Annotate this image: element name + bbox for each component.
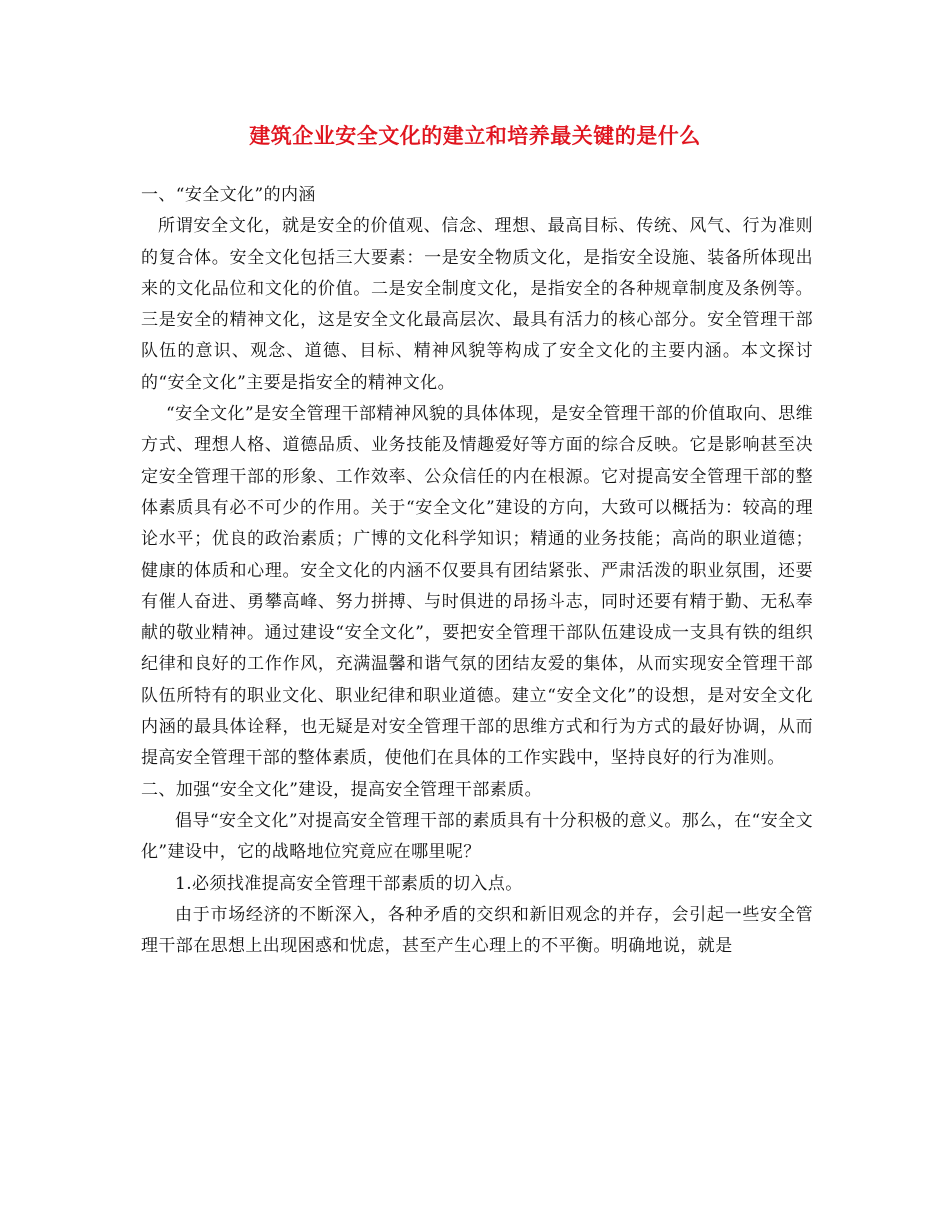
paragraph: 倡导“安全文化”对提高安全管理干部的素质具有十分积极的意义。那么，在“安全文化”建设中，它的战略地位究竟应在哪里呢？ <box>141 810 813 863</box>
paragraph: “安全文化”是安全管理干部精神风貌的具体体现，是安全管理干部的价值取向、思维方式、理想人格、道德品质、业务技能及情趣爱好等方面的综合反映。它是影响甚至决定安全管理干部的形象、工作效率、公众信任的内在根源。它对提高安全管理干部的整体素质具有必不可少的作用。关于“安全文化”建设的方向，大致可以概括为：较高的理论水平；优良的政治素质；广博的文化科学知识；精通的业务技能；高尚的职业道德；健康的体质和心理。安全文化的内涵不仅要具有团结紧张、严肃活泼的职业氛围，还要有催人奋进、勇攀高峰、努力拼搏、与时俱进的昂扬斗志，同时还要有精于勤、无私奉献的敬业精神。通过建设“安全文化”，要把安全管理干部队伍建设成一支具有铁的组织纪律和良好的工作作风，充满温馨和谐气氛的团结友爱的集体，从而实现安全管理干部队伍所特有的职业文化、职业纪律和职业道德。建立“安全文化”的设想，是对安全文化内涵的最具体诠释，也无疑是对安全管理干部的思维方式和行为方式的最好协调，从而提高安全管理干部的整体素质，使他们在具体的工作实践中，坚持良好的行为准则。 <box>141 404 813 769</box>
section-heading-2: 二、加强“安全文化”建设，提高安全管理干部素质。 <box>141 779 542 800</box>
paragraph: 由于市场经济的不断深入，各种矛盾的交织和新旧观念的并存，会引起一些安全管理干部在思想上出现困惑和忧虑，甚至产生心理上的不平衡。明确地说，就是 <box>141 904 813 957</box>
section-heading-1: 一、“安全文化”的内涵 <box>141 185 316 205</box>
document-title: 建筑企业安全文化的建立和培养最关键的是什么 <box>249 123 701 148</box>
paragraph: 所谓安全文化，就是安全的价值观、信念、理想、最高目标、传统、风气、行为准则的复合体。安全文化包括三大要素：一是安全物质文化，是指安全设施、装备所体现出来的文化品位和文化的价值。二是安全制度文化，是指安全的各种规章制度及条例等。三是安全的精神文化，这是安全文化最高层次、最具有活力的核心部分。安全管理干部队伍的意识、观念、道德、目标、精神风貌等构成了安全文化的主要内涵。本文探讨的“安全文化”主要是指安全的精神文化。 <box>141 216 813 393</box>
subheading: 1.必须找准提高安全管理干部素质的切入点。 <box>175 873 523 894</box>
document-body <box>141 180 813 962</box>
